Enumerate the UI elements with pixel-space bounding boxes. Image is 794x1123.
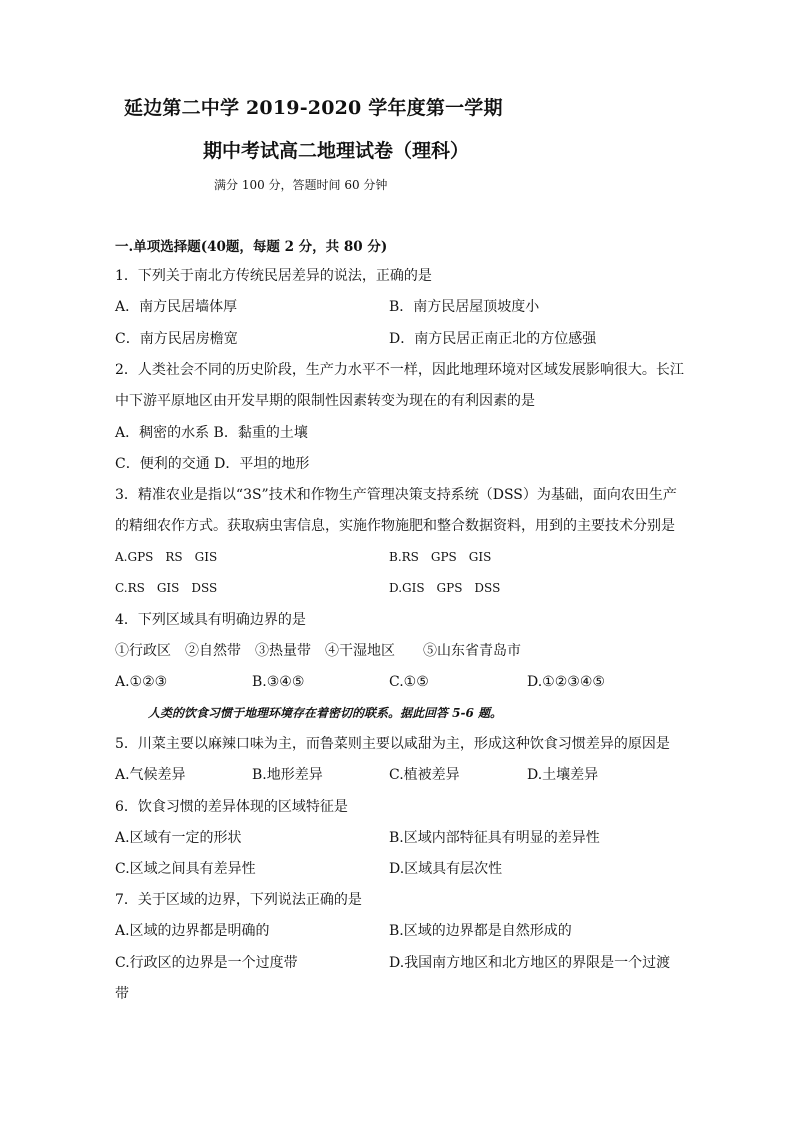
- question-4-option-c: C.①⑤: [389, 674, 429, 690]
- question-2-stem-line1: 2．人类社会不同的历史阶段，生产力水平不一样，因此地理环境对区域发展影响很大。长江: [115, 362, 684, 378]
- question-6-option-c: C.区域之间具有差异性: [115, 861, 256, 877]
- question-7-option-b: B.区域的边界都是自然形成的: [389, 923, 572, 939]
- question-6-stem: 6．饮食习惯的差异体现的区域特征是: [115, 799, 348, 815]
- question-5-stem: 5．川菜主要以麻辣口味为主，而鲁菜则主要以咸甜为主，形成这种饮食习惯差异的原因是: [115, 736, 670, 752]
- question-7-option-c: C.行政区的边界是一个过度带: [115, 955, 298, 971]
- question-6-option-d: D.区域具有层次性: [389, 861, 503, 877]
- question-1-option-a: A．南方民居墙体厚: [115, 299, 238, 315]
- question-7-option-d: D.我国南方地区和北方地区的界限是一个过渡: [389, 955, 671, 971]
- question-6-option-b: B.区域内部特征具有明显的差异性: [389, 830, 600, 846]
- question-2-options-ab: A．稠密的水系 B．黏重的土壤: [115, 425, 308, 441]
- question-3-option-c: C.RS GIS DSS: [115, 581, 218, 595]
- question-5-option-d: D.土壤差异: [527, 767, 599, 783]
- question-5-option-a: A.气候差异: [115, 767, 186, 783]
- question-7-option-d-continued: 带: [115, 986, 129, 1002]
- question-4-option-b: B.③④⑤: [252, 674, 305, 690]
- question-5-option-c: C.植被差异: [389, 767, 460, 783]
- question-3-option-d: D.GIS GPS DSS: [389, 581, 501, 595]
- question-3-stem-line1: 3．精准农业是指以“3S”技术和作物生产管理决策支持系统（DSS）为基础，面向农田生产: [115, 487, 677, 503]
- question-4-stem: 4．下列区域具有明确边界的是: [115, 612, 306, 628]
- question-4-option-d: D.①②③④⑤: [527, 674, 605, 690]
- question-3-option-a: A.GPS RS GIS: [115, 550, 218, 564]
- question-4-regions-list: ①行政区 ②自然带 ③热量带 ④干湿地区 ⑤山东省青岛市: [115, 643, 521, 659]
- question-1-stem: 1．下列关于南北方传统民居差异的说法，正确的是: [115, 268, 432, 284]
- question-7-option-a: A.区域的边界都是明确的: [115, 923, 270, 939]
- exam-score-time-note: 满分 100 分，答题时间 60 分钟: [214, 178, 388, 192]
- question-2-stem-line2: 中下游平原地区由开发早期的限制性因素转变为现在的有利因素的是: [115, 393, 535, 409]
- question-1-option-b: B．南方民居屋顶坡度小: [389, 299, 540, 315]
- questions-5-6-intro: 人类的饮食习惯于地理环境存在着密切的联系。据此回答 5-6 题。: [148, 706, 503, 720]
- question-6-option-a: A.区域有一定的形状: [115, 830, 242, 846]
- question-2-options-cd: C．便利的交通 D．平坦的地形: [115, 456, 310, 472]
- question-3-stem-line2: 的精细农作方式。获取病虫害信息，实施作物施肥和整合数据资料，用到的主要技术分别是: [115, 518, 675, 534]
- question-7-stem: 7．关于区域的边界，下列说法正确的是: [115, 892, 362, 908]
- question-1-option-c: C．南方民居房檐宽: [115, 331, 238, 347]
- section-title: 一.单项选择题(40题，每题 2 分，共 80 分): [115, 239, 388, 255]
- question-5-option-b: B.地形差异: [252, 767, 323, 783]
- question-1-option-d: D．南方民居正南正北的方位感强: [389, 331, 597, 347]
- exam-title-line2: 期中考试高二地理试卷（理科）: [203, 140, 470, 162]
- question-3-option-b: B.RS GPS GIS: [389, 550, 492, 564]
- exam-title-line1: 延边第二中学 2019-2020 学年度第一学期: [124, 97, 503, 119]
- question-4-option-a: A.①②③: [115, 674, 168, 690]
